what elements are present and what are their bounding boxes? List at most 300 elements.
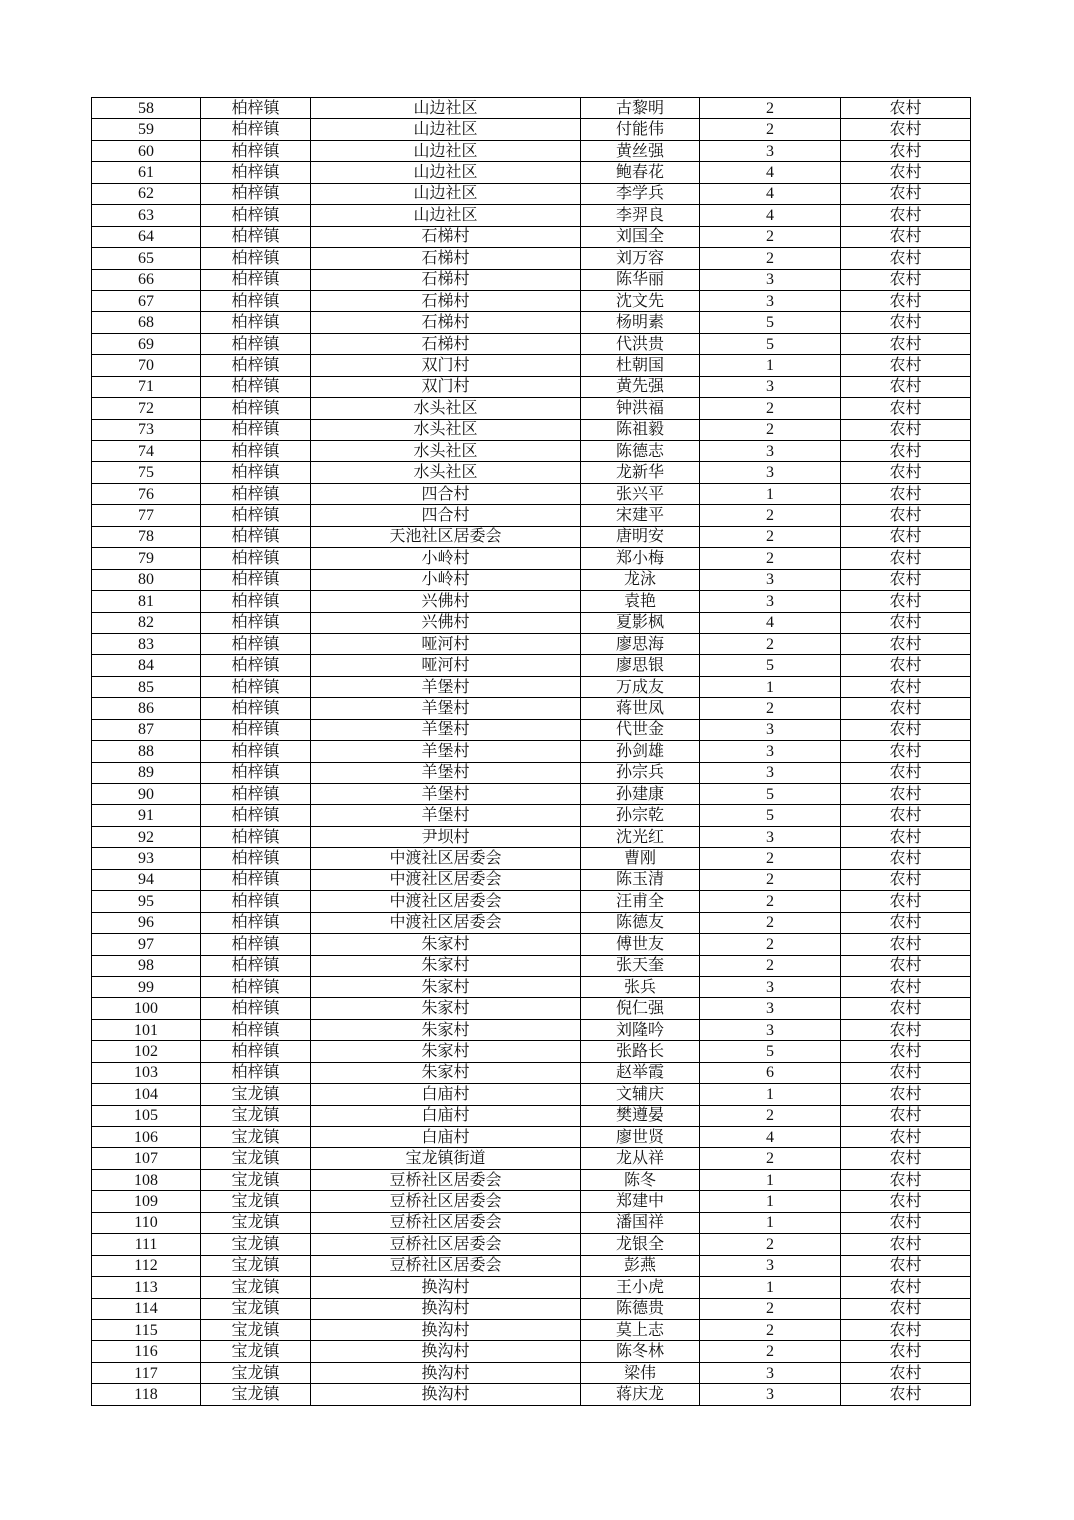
cell-index: 89 bbox=[92, 762, 201, 783]
cell-category: 农村 bbox=[841, 805, 971, 826]
cell-household-size: 1 bbox=[700, 676, 841, 697]
cell-category: 农村 bbox=[841, 826, 971, 847]
cell-household-size: 3 bbox=[700, 140, 841, 161]
cell-household-size: 2 bbox=[700, 98, 841, 119]
table-row bbox=[92, 1212, 971, 1233]
cell-household-size: 2 bbox=[700, 848, 841, 869]
cell-name: 陈祖毅 bbox=[581, 419, 700, 440]
cell-category: 农村 bbox=[841, 548, 971, 569]
table-row bbox=[92, 976, 971, 997]
cell-village: 石梯村 bbox=[311, 248, 581, 269]
cell-town: 柏梓镇 bbox=[201, 226, 311, 247]
cell-category: 农村 bbox=[841, 1298, 971, 1319]
cell-village: 豆桥社区居委会 bbox=[311, 1255, 581, 1276]
cell-town: 柏梓镇 bbox=[201, 398, 311, 419]
table-row bbox=[92, 741, 971, 762]
table-row bbox=[92, 290, 971, 311]
cell-town: 柏梓镇 bbox=[201, 955, 311, 976]
cell-village: 石梯村 bbox=[311, 333, 581, 354]
cell-category: 农村 bbox=[841, 355, 971, 376]
cell-town: 柏梓镇 bbox=[201, 1041, 311, 1062]
cell-category: 农村 bbox=[841, 955, 971, 976]
cell-town: 柏梓镇 bbox=[201, 183, 311, 204]
cell-category: 农村 bbox=[841, 248, 971, 269]
cell-village: 豆桥社区居委会 bbox=[311, 1191, 581, 1212]
table-row bbox=[92, 612, 971, 633]
cell-village: 羊堡村 bbox=[311, 805, 581, 826]
cell-village: 白庙村 bbox=[311, 1127, 581, 1148]
cell-index: 113 bbox=[92, 1277, 201, 1298]
cell-category: 农村 bbox=[841, 1341, 971, 1362]
cell-town: 柏梓镇 bbox=[201, 826, 311, 847]
cell-index: 83 bbox=[92, 633, 201, 654]
cell-household-size: 2 bbox=[700, 419, 841, 440]
cell-name: 樊遵晏 bbox=[581, 1105, 700, 1126]
cell-town: 柏梓镇 bbox=[201, 934, 311, 955]
cell-name: 龙新华 bbox=[581, 462, 700, 483]
cell-category: 农村 bbox=[841, 269, 971, 290]
cell-name: 陈冬 bbox=[581, 1169, 700, 1190]
cell-household-size: 2 bbox=[700, 1319, 841, 1340]
cell-category: 农村 bbox=[841, 869, 971, 890]
cell-index: 87 bbox=[92, 719, 201, 740]
cell-village: 山边社区 bbox=[311, 162, 581, 183]
cell-name: 陈德志 bbox=[581, 441, 700, 462]
table-row bbox=[92, 1277, 971, 1298]
cell-category: 农村 bbox=[841, 976, 971, 997]
table-row bbox=[92, 1084, 971, 1105]
cell-category: 农村 bbox=[841, 1148, 971, 1169]
table-row bbox=[92, 1062, 971, 1083]
cell-town: 宝龙镇 bbox=[201, 1105, 311, 1126]
cell-household-size: 1 bbox=[700, 1084, 841, 1105]
table-row bbox=[92, 1127, 971, 1148]
cell-town: 柏梓镇 bbox=[201, 548, 311, 569]
cell-household-size: 2 bbox=[700, 526, 841, 547]
table-row bbox=[92, 1298, 971, 1319]
cell-index: 114 bbox=[92, 1298, 201, 1319]
cell-name: 张兴平 bbox=[581, 483, 700, 504]
cell-town: 柏梓镇 bbox=[201, 205, 311, 226]
table-row bbox=[92, 269, 971, 290]
cell-village: 羊堡村 bbox=[311, 676, 581, 697]
cell-name: 龙从祥 bbox=[581, 1148, 700, 1169]
cell-village: 水头社区 bbox=[311, 398, 581, 419]
cell-category: 农村 bbox=[841, 419, 971, 440]
table-row bbox=[92, 312, 971, 333]
cell-village: 朱家村 bbox=[311, 934, 581, 955]
cell-name: 沈文先 bbox=[581, 290, 700, 311]
cell-household-size: 3 bbox=[700, 1384, 841, 1405]
table-row bbox=[92, 1191, 971, 1212]
cell-category: 农村 bbox=[841, 612, 971, 633]
cell-index: 67 bbox=[92, 290, 201, 311]
cell-name: 夏影枫 bbox=[581, 612, 700, 633]
cell-category: 农村 bbox=[841, 1191, 971, 1212]
cell-town: 宝龙镇 bbox=[201, 1212, 311, 1233]
table-row bbox=[92, 569, 971, 590]
cell-name: 廖思海 bbox=[581, 633, 700, 654]
cell-index: 79 bbox=[92, 548, 201, 569]
cell-index: 84 bbox=[92, 655, 201, 676]
cell-index: 61 bbox=[92, 162, 201, 183]
table-row bbox=[92, 483, 971, 504]
cell-village: 石梯村 bbox=[311, 290, 581, 311]
cell-name: 廖世贤 bbox=[581, 1127, 700, 1148]
table-row bbox=[92, 1105, 971, 1126]
cell-index: 94 bbox=[92, 869, 201, 890]
cell-name: 傅世友 bbox=[581, 934, 700, 955]
cell-household-size: 3 bbox=[700, 1362, 841, 1383]
cell-town: 柏梓镇 bbox=[201, 741, 311, 762]
cell-town: 柏梓镇 bbox=[201, 591, 311, 612]
table-row bbox=[92, 1319, 971, 1340]
cell-town: 宝龙镇 bbox=[201, 1234, 311, 1255]
cell-index: 118 bbox=[92, 1384, 201, 1405]
cell-index: 69 bbox=[92, 333, 201, 354]
table-row bbox=[92, 398, 971, 419]
cell-category: 农村 bbox=[841, 1277, 971, 1298]
cell-town: 宝龙镇 bbox=[201, 1084, 311, 1105]
cell-household-size: 1 bbox=[700, 1169, 841, 1190]
table-row bbox=[92, 955, 971, 976]
cell-category: 农村 bbox=[841, 719, 971, 740]
cell-village: 兴佛村 bbox=[311, 612, 581, 633]
cell-household-size: 2 bbox=[700, 912, 841, 933]
cell-index: 110 bbox=[92, 1212, 201, 1233]
cell-index: 64 bbox=[92, 226, 201, 247]
cell-name: 彭燕 bbox=[581, 1255, 700, 1276]
cell-category: 农村 bbox=[841, 333, 971, 354]
table-row bbox=[92, 698, 971, 719]
cell-village: 山边社区 bbox=[311, 183, 581, 204]
cell-village: 水头社区 bbox=[311, 462, 581, 483]
cell-name: 李羿良 bbox=[581, 205, 700, 226]
cell-household-size: 2 bbox=[700, 1341, 841, 1362]
table-row bbox=[92, 355, 971, 376]
cell-town: 宝龙镇 bbox=[201, 1384, 311, 1405]
cell-index: 75 bbox=[92, 462, 201, 483]
cell-town: 宝龙镇 bbox=[201, 1341, 311, 1362]
cell-name: 张兵 bbox=[581, 976, 700, 997]
cell-index: 62 bbox=[92, 183, 201, 204]
cell-village: 羊堡村 bbox=[311, 784, 581, 805]
cell-village: 山边社区 bbox=[311, 98, 581, 119]
cell-household-size: 2 bbox=[700, 248, 841, 269]
cell-village: 山边社区 bbox=[311, 205, 581, 226]
cell-index: 73 bbox=[92, 419, 201, 440]
cell-name: 龙泳 bbox=[581, 569, 700, 590]
cell-name: 钟洪福 bbox=[581, 398, 700, 419]
cell-category: 农村 bbox=[841, 290, 971, 311]
cell-category: 农村 bbox=[841, 119, 971, 140]
cell-town: 柏梓镇 bbox=[201, 1019, 311, 1040]
cell-name: 孙剑雄 bbox=[581, 741, 700, 762]
cell-category: 农村 bbox=[841, 398, 971, 419]
cell-village: 朱家村 bbox=[311, 976, 581, 997]
cell-town: 柏梓镇 bbox=[201, 462, 311, 483]
cell-town: 柏梓镇 bbox=[201, 290, 311, 311]
cell-name: 陈冬林 bbox=[581, 1341, 700, 1362]
cell-index: 105 bbox=[92, 1105, 201, 1126]
table-row bbox=[92, 1169, 971, 1190]
cell-household-size: 4 bbox=[700, 205, 841, 226]
table-row bbox=[92, 1148, 971, 1169]
cell-index: 116 bbox=[92, 1341, 201, 1362]
table-row bbox=[92, 848, 971, 869]
cell-name: 陈玉清 bbox=[581, 869, 700, 890]
cell-category: 农村 bbox=[841, 183, 971, 204]
cell-name: 李学兵 bbox=[581, 183, 700, 204]
table-row bbox=[92, 98, 971, 119]
cell-name: 陈德友 bbox=[581, 912, 700, 933]
cell-town: 柏梓镇 bbox=[201, 612, 311, 633]
cell-index: 85 bbox=[92, 676, 201, 697]
table-row bbox=[92, 934, 971, 955]
cell-village: 中渡社区居委会 bbox=[311, 869, 581, 890]
cell-household-size: 3 bbox=[700, 719, 841, 740]
table-row bbox=[92, 1362, 971, 1383]
cell-index: 111 bbox=[92, 1234, 201, 1255]
cell-index: 59 bbox=[92, 119, 201, 140]
cell-town: 宝龙镇 bbox=[201, 1191, 311, 1212]
cell-category: 农村 bbox=[841, 1041, 971, 1062]
cell-name: 蒋庆龙 bbox=[581, 1384, 700, 1405]
cell-town: 柏梓镇 bbox=[201, 655, 311, 676]
cell-index: 68 bbox=[92, 312, 201, 333]
cell-index: 77 bbox=[92, 505, 201, 526]
cell-name: 沈光红 bbox=[581, 826, 700, 847]
cell-category: 农村 bbox=[841, 162, 971, 183]
cell-village: 换沟村 bbox=[311, 1362, 581, 1383]
cell-name: 刘国全 bbox=[581, 226, 700, 247]
cell-village: 双门村 bbox=[311, 376, 581, 397]
cell-village: 豆桥社区居委会 bbox=[311, 1234, 581, 1255]
cell-index: 93 bbox=[92, 848, 201, 869]
cell-village: 换沟村 bbox=[311, 1384, 581, 1405]
cell-village: 朱家村 bbox=[311, 955, 581, 976]
cell-town: 柏梓镇 bbox=[201, 505, 311, 526]
cell-town: 柏梓镇 bbox=[201, 848, 311, 869]
cell-town: 柏梓镇 bbox=[201, 441, 311, 462]
cell-household-size: 3 bbox=[700, 269, 841, 290]
cell-town: 宝龙镇 bbox=[201, 1148, 311, 1169]
cell-village: 四合村 bbox=[311, 505, 581, 526]
cell-name: 唐明安 bbox=[581, 526, 700, 547]
cell-name: 陈华丽 bbox=[581, 269, 700, 290]
table-row bbox=[92, 1384, 971, 1405]
cell-village: 哑河村 bbox=[311, 655, 581, 676]
cell-index: 117 bbox=[92, 1362, 201, 1383]
cell-village: 小岭村 bbox=[311, 569, 581, 590]
cell-household-size: 2 bbox=[700, 1234, 841, 1255]
cell-index: 90 bbox=[92, 784, 201, 805]
cell-household-size: 4 bbox=[700, 1127, 841, 1148]
table-row bbox=[92, 1019, 971, 1040]
table-row bbox=[92, 826, 971, 847]
cell-index: 88 bbox=[92, 741, 201, 762]
cell-town: 柏梓镇 bbox=[201, 698, 311, 719]
cell-village: 石梯村 bbox=[311, 226, 581, 247]
cell-household-size: 2 bbox=[700, 226, 841, 247]
table-row bbox=[92, 676, 971, 697]
cell-town: 柏梓镇 bbox=[201, 419, 311, 440]
cell-name: 王小虎 bbox=[581, 1277, 700, 1298]
cell-name: 袁艳 bbox=[581, 591, 700, 612]
cell-village: 山边社区 bbox=[311, 119, 581, 140]
cell-category: 农村 bbox=[841, 998, 971, 1019]
cell-category: 农村 bbox=[841, 591, 971, 612]
cell-household-size: 1 bbox=[700, 355, 841, 376]
table-row bbox=[92, 869, 971, 890]
cell-town: 柏梓镇 bbox=[201, 355, 311, 376]
table-row bbox=[92, 462, 971, 483]
cell-town: 柏梓镇 bbox=[201, 719, 311, 740]
cell-category: 农村 bbox=[841, 140, 971, 161]
cell-name: 倪仁强 bbox=[581, 998, 700, 1019]
cell-town: 柏梓镇 bbox=[201, 676, 311, 697]
cell-category: 农村 bbox=[841, 376, 971, 397]
cell-household-size: 2 bbox=[700, 955, 841, 976]
cell-index: 91 bbox=[92, 805, 201, 826]
cell-category: 农村 bbox=[841, 1169, 971, 1190]
cell-name: 黄先强 bbox=[581, 376, 700, 397]
cell-household-size: 2 bbox=[700, 119, 841, 140]
cell-town: 柏梓镇 bbox=[201, 333, 311, 354]
cell-household-size: 3 bbox=[700, 441, 841, 462]
cell-category: 农村 bbox=[841, 784, 971, 805]
cell-household-size: 4 bbox=[700, 183, 841, 204]
cell-name: 曹刚 bbox=[581, 848, 700, 869]
table-row bbox=[92, 226, 971, 247]
cell-name: 蒋世凤 bbox=[581, 698, 700, 719]
cell-town: 柏梓镇 bbox=[201, 1062, 311, 1083]
cell-index: 71 bbox=[92, 376, 201, 397]
table-row bbox=[92, 441, 971, 462]
cell-household-size: 3 bbox=[700, 1255, 841, 1276]
cell-index: 78 bbox=[92, 526, 201, 547]
cell-village: 豆桥社区居委会 bbox=[311, 1169, 581, 1190]
cell-category: 农村 bbox=[841, 1127, 971, 1148]
cell-household-size: 5 bbox=[700, 784, 841, 805]
table-row bbox=[92, 526, 971, 547]
table-row bbox=[92, 119, 971, 140]
cell-index: 74 bbox=[92, 441, 201, 462]
cell-category: 农村 bbox=[841, 1019, 971, 1040]
cell-index: 65 bbox=[92, 248, 201, 269]
table-row bbox=[92, 633, 971, 654]
cell-town: 柏梓镇 bbox=[201, 569, 311, 590]
table-row bbox=[92, 655, 971, 676]
cell-village: 朱家村 bbox=[311, 1041, 581, 1062]
cell-name: 梁伟 bbox=[581, 1362, 700, 1383]
cell-name: 赵举霞 bbox=[581, 1062, 700, 1083]
cell-name: 万成友 bbox=[581, 676, 700, 697]
table-row bbox=[92, 784, 971, 805]
cell-category: 农村 bbox=[841, 741, 971, 762]
cell-household-size: 3 bbox=[700, 462, 841, 483]
table-row bbox=[92, 1234, 971, 1255]
table-row bbox=[92, 248, 971, 269]
cell-index: 106 bbox=[92, 1127, 201, 1148]
cell-household-size: 3 bbox=[700, 569, 841, 590]
cell-index: 100 bbox=[92, 998, 201, 1019]
cell-village: 朱家村 bbox=[311, 1019, 581, 1040]
cell-village: 石梯村 bbox=[311, 312, 581, 333]
cell-name: 刘万容 bbox=[581, 248, 700, 269]
cell-category: 农村 bbox=[841, 1234, 971, 1255]
cell-village: 羊堡村 bbox=[311, 762, 581, 783]
table-row bbox=[92, 1041, 971, 1062]
cell-name: 张路长 bbox=[581, 1041, 700, 1062]
cell-index: 104 bbox=[92, 1084, 201, 1105]
cell-name: 文辅庆 bbox=[581, 1084, 700, 1105]
table-row bbox=[92, 912, 971, 933]
cell-name: 龙银全 bbox=[581, 1234, 700, 1255]
cell-town: 宝龙镇 bbox=[201, 1255, 311, 1276]
cell-town: 柏梓镇 bbox=[201, 976, 311, 997]
cell-town: 柏梓镇 bbox=[201, 248, 311, 269]
cell-town: 柏梓镇 bbox=[201, 805, 311, 826]
cell-household-size: 5 bbox=[700, 1041, 841, 1062]
cell-category: 农村 bbox=[841, 462, 971, 483]
cell-village: 尹坝村 bbox=[311, 826, 581, 847]
cell-village: 白庙村 bbox=[311, 1105, 581, 1126]
cell-name: 汪甫全 bbox=[581, 891, 700, 912]
table-row bbox=[92, 891, 971, 912]
cell-village: 哑河村 bbox=[311, 633, 581, 654]
cell-category: 农村 bbox=[841, 312, 971, 333]
cell-town: 柏梓镇 bbox=[201, 869, 311, 890]
cell-household-size: 1 bbox=[700, 1191, 841, 1212]
cell-index: 108 bbox=[92, 1169, 201, 1190]
cell-household-size: 6 bbox=[700, 1062, 841, 1083]
cell-index: 63 bbox=[92, 205, 201, 226]
cell-town: 宝龙镇 bbox=[201, 1362, 311, 1383]
cell-name: 郑小梅 bbox=[581, 548, 700, 569]
cell-category: 农村 bbox=[841, 226, 971, 247]
table-row bbox=[92, 205, 971, 226]
household-table bbox=[91, 97, 971, 1406]
cell-category: 农村 bbox=[841, 891, 971, 912]
cell-name: 郑建中 bbox=[581, 1191, 700, 1212]
cell-name: 孙宗兵 bbox=[581, 762, 700, 783]
cell-category: 农村 bbox=[841, 441, 971, 462]
cell-town: 宝龙镇 bbox=[201, 1298, 311, 1319]
cell-village: 石梯村 bbox=[311, 269, 581, 290]
cell-household-size: 3 bbox=[700, 762, 841, 783]
cell-index: 58 bbox=[92, 98, 201, 119]
cell-household-size: 3 bbox=[700, 1019, 841, 1040]
cell-category: 农村 bbox=[841, 1255, 971, 1276]
cell-village: 中渡社区居委会 bbox=[311, 912, 581, 933]
table-body bbox=[92, 98, 971, 1406]
cell-category: 农村 bbox=[841, 1319, 971, 1340]
cell-household-size: 5 bbox=[700, 655, 841, 676]
cell-category: 农村 bbox=[841, 1105, 971, 1126]
cell-village: 羊堡村 bbox=[311, 741, 581, 762]
cell-household-size: 3 bbox=[700, 591, 841, 612]
table-row bbox=[92, 333, 971, 354]
cell-town: 柏梓镇 bbox=[201, 140, 311, 161]
cell-household-size: 3 bbox=[700, 376, 841, 397]
cell-town: 宝龙镇 bbox=[201, 1319, 311, 1340]
cell-index: 86 bbox=[92, 698, 201, 719]
cell-index: 96 bbox=[92, 912, 201, 933]
cell-index: 72 bbox=[92, 398, 201, 419]
cell-index: 76 bbox=[92, 483, 201, 504]
cell-town: 柏梓镇 bbox=[201, 633, 311, 654]
